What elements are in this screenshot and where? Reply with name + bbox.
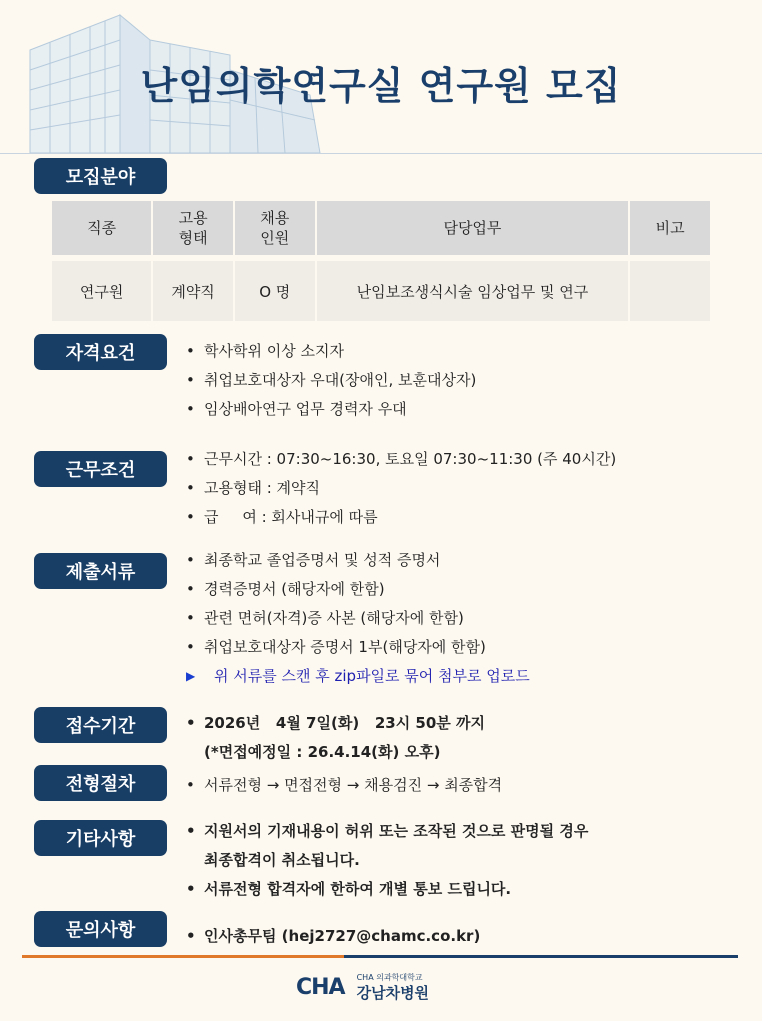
table-cell: 연구원: [52, 255, 153, 321]
list-item: • 취업보호대상자 우대(장애인, 보훈대상자): [186, 368, 476, 397]
table-header-row: [52, 201, 710, 255]
table-header: 담당업무: [317, 201, 631, 255]
deadline-text: • 2026년 4월 7일(화) 23시 50분 까지: [186, 711, 485, 740]
list-item: • 관련 면허(자격)증 사본 (해당자에 한함): [186, 606, 530, 635]
table-cell: 난임보조생식시술 임상업무 및 연구: [317, 255, 631, 321]
list-item: • 지원서의 기재내용이 허위 또는 조작된 것으로 판명될 경우: [186, 819, 588, 848]
table-header: 채용 인원: [235, 201, 317, 255]
list-item: • 임상배아연구 업무 경력자 우대: [186, 397, 476, 426]
table-header: 비고: [630, 201, 710, 255]
cha-logo-icon: CHA: [296, 974, 345, 1000]
recruit-table: [52, 201, 710, 321]
section-label-conditions: 근무조건: [34, 451, 167, 487]
list-item: 최종합격이 취소됩니다.: [204, 851, 360, 869]
process-steps: • 서류전형 → 면접전형 → 채용검진 → 최종합격: [186, 773, 502, 802]
interview-date-text: (*면접예정일 : 26.4.14(화) 오후): [204, 743, 441, 761]
header: [0, 0, 762, 154]
list-item: • 급 여 : 회사내규에 따름: [186, 505, 616, 534]
section-label-contact: 문의사항: [34, 911, 167, 947]
section-label-qualification: 자격요건: [34, 334, 167, 370]
table-cell: 계약직: [153, 255, 235, 321]
upload-note: ▶ 위 서류를 스캔 후 zip파일로 묶어 첨부로 업로드: [186, 664, 530, 693]
section-label-documents: 제출서류: [34, 553, 167, 589]
footer-divider: [22, 955, 738, 958]
page-title: 난임의학연구실 연구원 모집: [140, 64, 622, 108]
table-cell: O 명: [235, 255, 317, 321]
list-item: • 경력증명서 (해당자에 한함): [186, 577, 530, 606]
section-label-etc: 기타사항: [34, 820, 167, 856]
conditions-list: [186, 447, 616, 534]
logo-subtitle: CHA 의과학대학교: [356, 973, 423, 982]
section-label-field: 모집분야: [34, 158, 167, 194]
list-item: • 근무시간 : 07:30~16:30, 토요일 07:30~11:30 (주 40시간): [186, 447, 616, 476]
qualification-list: [186, 339, 476, 426]
logo-text: [357, 972, 429, 1002]
list-item: • 최종학교 졸업증명서 및 성적 증명서: [186, 548, 530, 577]
table-header: 고용 형태: [153, 201, 235, 255]
contact-text: • 인사총무팀 (hej2727@chamc.co.kr): [186, 924, 480, 953]
table-cell: [630, 255, 710, 321]
list-item: • 고용형태 : 계약직: [186, 476, 616, 505]
table-row: [52, 255, 710, 321]
documents-list: [186, 548, 530, 693]
logo-hospital-name: 강남차병원: [356, 984, 430, 1002]
process-list: [186, 773, 502, 802]
list-item: • 서류전형 합격자에 한하여 개별 통보 드립니다.: [186, 877, 588, 906]
hospital-logo: [296, 972, 429, 1002]
section-label-process: 전형절차: [34, 765, 167, 801]
contact-list: [186, 924, 480, 953]
table-header: 직종: [52, 201, 153, 255]
list-item: • 학사학위 이상 소지자: [186, 339, 476, 368]
period-list: [186, 711, 485, 769]
list-item: • 취업보호대상자 증명서 1부(해당자에 한함): [186, 635, 530, 664]
etc-list: [186, 819, 588, 906]
section-label-period: 접수기간: [34, 707, 167, 743]
